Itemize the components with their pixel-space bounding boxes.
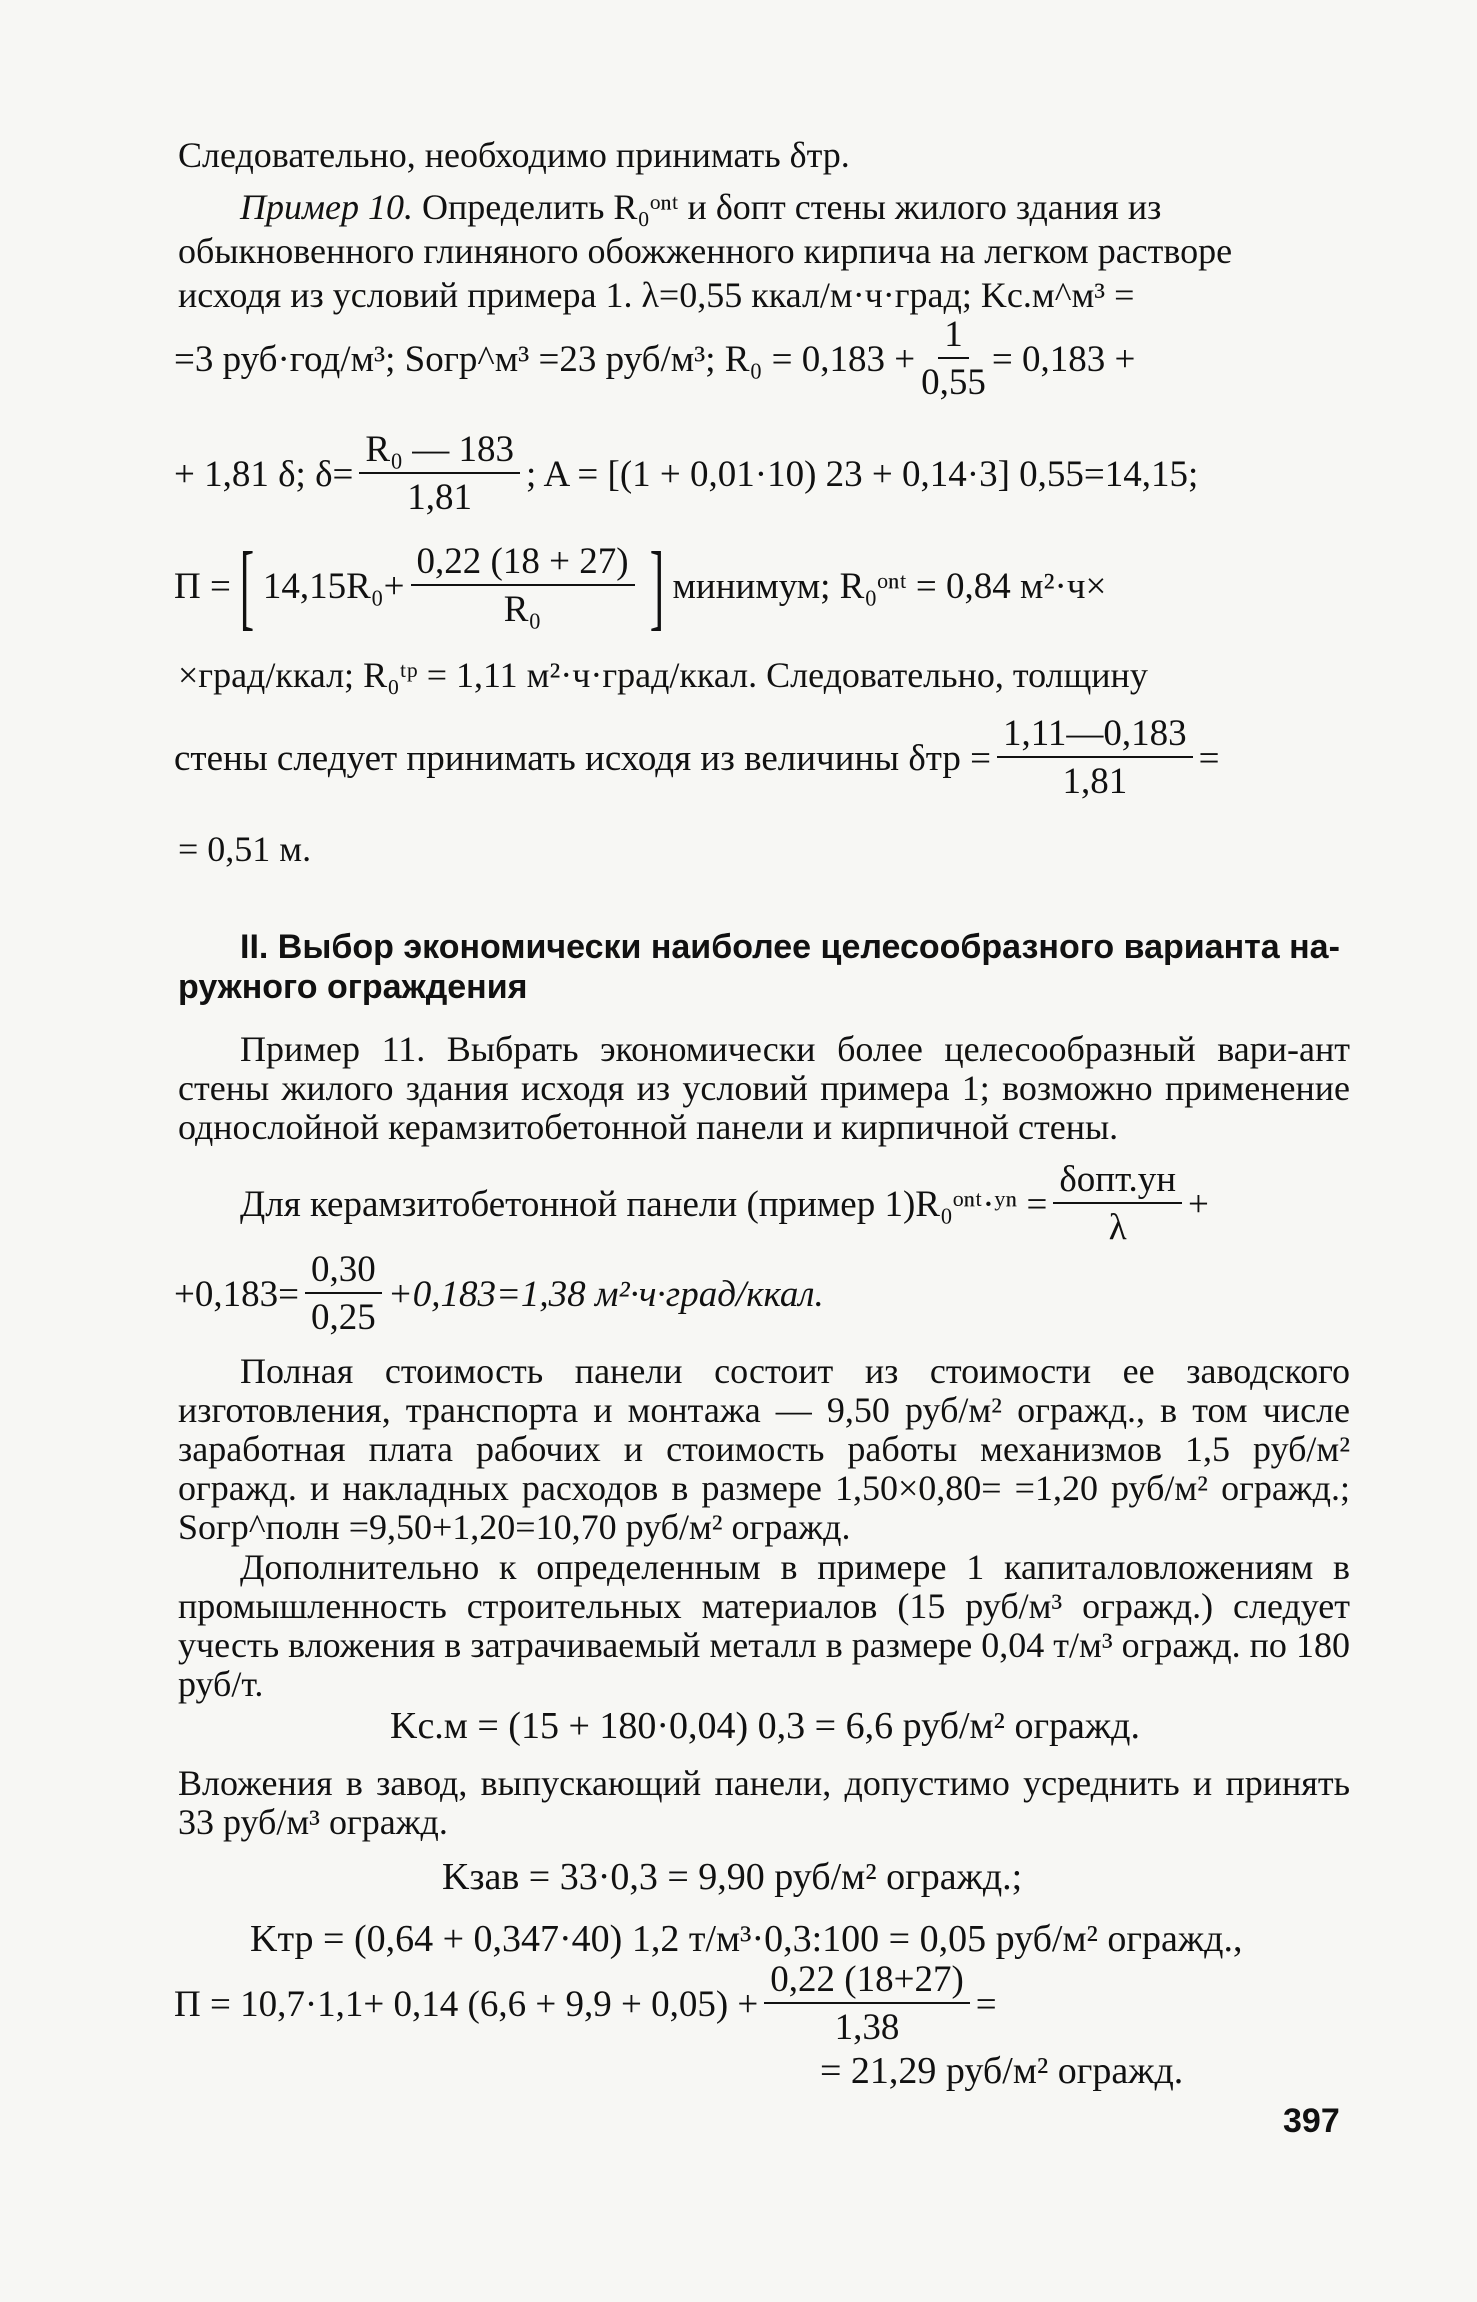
- eq3-left: П =: [174, 565, 231, 607]
- ex11-p-right: =: [975, 1983, 997, 2025]
- eq2-right: ; A = [(1 + 0,01·10) 23 + 0,14·3] 0,55=14,15;: [525, 453, 1199, 495]
- right-bracket: ]: [649, 532, 664, 639]
- ex11-eq2-left: +0,183=: [174, 1273, 299, 1315]
- section-heading-line-2: ружного ограждения: [178, 968, 528, 1006]
- ex11-eq1-numerator: δопт.ун: [1053, 1160, 1182, 1204]
- example-10-equation-2: [174, 430, 1198, 518]
- eq3-fraction: [411, 542, 635, 630]
- example-11-equation-p: [174, 1960, 997, 2048]
- example-11-paragraph-3: Дополнительно к определенным в примере 1 капиталовложениям в промышленность строительных материалов (15 руб/м³ огражд.) следует учесть вложения в затрачиваемый металл в размере 0,04 т/м³ огражд. по 180 руб/т.: [178, 1547, 1350, 1704]
- eq1-numerator: 1: [938, 315, 969, 359]
- eq4-left: стены следует принимать исходя из величины δтр =: [174, 737, 991, 779]
- ex11-eq1-denominator: λ: [1108, 1207, 1127, 1248]
- eq3-right: минимум; R₀ᵒⁿᵗ = 0,84 м²·ч×: [672, 565, 1107, 607]
- example-10-equation-1: [174, 315, 1135, 403]
- eq3-term: 14,15R₀+: [262, 565, 405, 607]
- example-11-equation-2: [174, 1250, 824, 1338]
- ex11-p-numerator: 0,22 (18+27): [764, 1960, 970, 2004]
- example-11-equation-k-zav: Kзав = 33·0,3 = 9,90 руб/м² огражд.;: [442, 1856, 1023, 1898]
- eq1-fraction: [921, 315, 986, 403]
- ex11-p-fraction: [764, 1960, 970, 2048]
- ex11-p-denominator: 1,38: [834, 2007, 900, 2048]
- example-10-equation-3: [174, 532, 1107, 639]
- ex11-eq2-denominator: 0,25: [310, 1297, 376, 1338]
- eq3-numerator: 0,22 (18 + 27): [411, 542, 635, 586]
- eq4-fraction: [997, 714, 1193, 802]
- example-10-result: = 0,51 м.: [178, 829, 312, 869]
- text-line-conclusion: Следовательно, необходимо принимать δтр.: [178, 135, 850, 175]
- eq2-denominator: 1,81: [407, 477, 473, 518]
- example-11-paragraph-4: Вложения в завод, выпускающий панели, допустимо усреднить и принять 33 руб/м³ огражд.: [178, 1763, 1350, 1842]
- example-10-text-1: Определить R₀ᵒⁿᵗ и δопт стены жилого здания из: [421, 187, 1162, 227]
- eq4-right: =: [1198, 737, 1220, 779]
- example-11-paragraph-2: Полная стоимость панели состоит из стоимости ее заводского изготовления, транспорта и монтажа — 9,50 руб/м² огражд., в том числе заработная плата рабочих и стоимость работы механизмов 1,5 руб/м² огражд. и накладных расходов в размере 1,50×0,80= =1,20 руб/м² огражд.; Sогр^полн =9,50+1,20=10,70 руб/м² огражд.: [178, 1351, 1350, 1547]
- ex11-eq1-left: Для керамзитобетонной панели (пример 1)R₀ᵒⁿᵗ·ʸⁿ =: [240, 1183, 1048, 1225]
- example-10-equation-4: [174, 714, 1220, 802]
- section-heading-line-1: II. Выбор экономически наиболее целесообразного варианта на-: [240, 928, 1340, 966]
- eq2-numerator: R₀ — 183: [359, 430, 520, 474]
- example-10-line-1: [240, 188, 1350, 227]
- ex11-eq2-right: +0,183=1,38 м²·ч·град/ккал.: [387, 1273, 824, 1315]
- example-10-line-7: ×град/ккал; R₀ᵗᵖ = 1,11 м²·ч·град/ккал. Следовательно, толщину: [178, 655, 1148, 695]
- eq1-right: = 0,183 +: [991, 338, 1136, 380]
- example-11-equation-k-sm: Kс.м = (15 + 180·0,04) 0,3 = 6,6 руб/м² огражд.: [390, 1705, 1140, 1747]
- example-11-equation-1: [240, 1160, 1209, 1248]
- page-number: 397: [1283, 2102, 1340, 2140]
- ex11-eq2-fraction: [305, 1250, 382, 1338]
- ex11-eq1-fraction: [1053, 1160, 1182, 1248]
- example-11-result: = 21,29 руб/м² огражд.: [820, 2050, 1184, 2092]
- eq4-numerator: 1,11—0,183: [997, 714, 1193, 758]
- example-11-paragraph-1: Пример 11. Выбрать экономически более целесообразный вари-ант стены жилого здания исходя из условий примера 1; возможно применение однослойной керамзитобетонной панели и кирпичной стены.: [178, 1029, 1350, 1147]
- ex11-p-left: П = 10,7·1,1+ 0,14 (6,6 + 9,9 + 0,05) +: [174, 1983, 759, 2025]
- eq1-denominator: 0,55: [921, 362, 986, 403]
- eq2-left: + 1,81 δ; δ=: [174, 453, 354, 495]
- eq3-denominator: R₀: [503, 589, 542, 630]
- ex11-eq2-numerator: 0,30: [305, 1250, 382, 1294]
- eq1-left: =3 руб·год/м³; Sогр^м³ =23 руб/м³; R₀ = 0,183 +: [174, 338, 916, 380]
- eq2-fraction: [359, 430, 520, 518]
- example-10-line-2: обыкновенного глиняного обожженного кирпича на легком растворе: [178, 231, 1233, 271]
- example-10-label: Пример 10.: [240, 187, 413, 227]
- eq4-denominator: 1,81: [1062, 761, 1128, 802]
- example-10-line-3: исходя из условий примера 1. λ=0,55 ккал/м·ч·град; Kс.м^м³ =: [178, 275, 1135, 315]
- left-bracket: [: [239, 532, 255, 639]
- example-11-equation-k-tr: Kтр = (0,64 + 0,347·40) 1,2 т/м³·0,3:100 = 0,05 руб/м² огражд.,: [250, 1918, 1243, 1960]
- ex11-eq1-right: +: [1188, 1183, 1209, 1225]
